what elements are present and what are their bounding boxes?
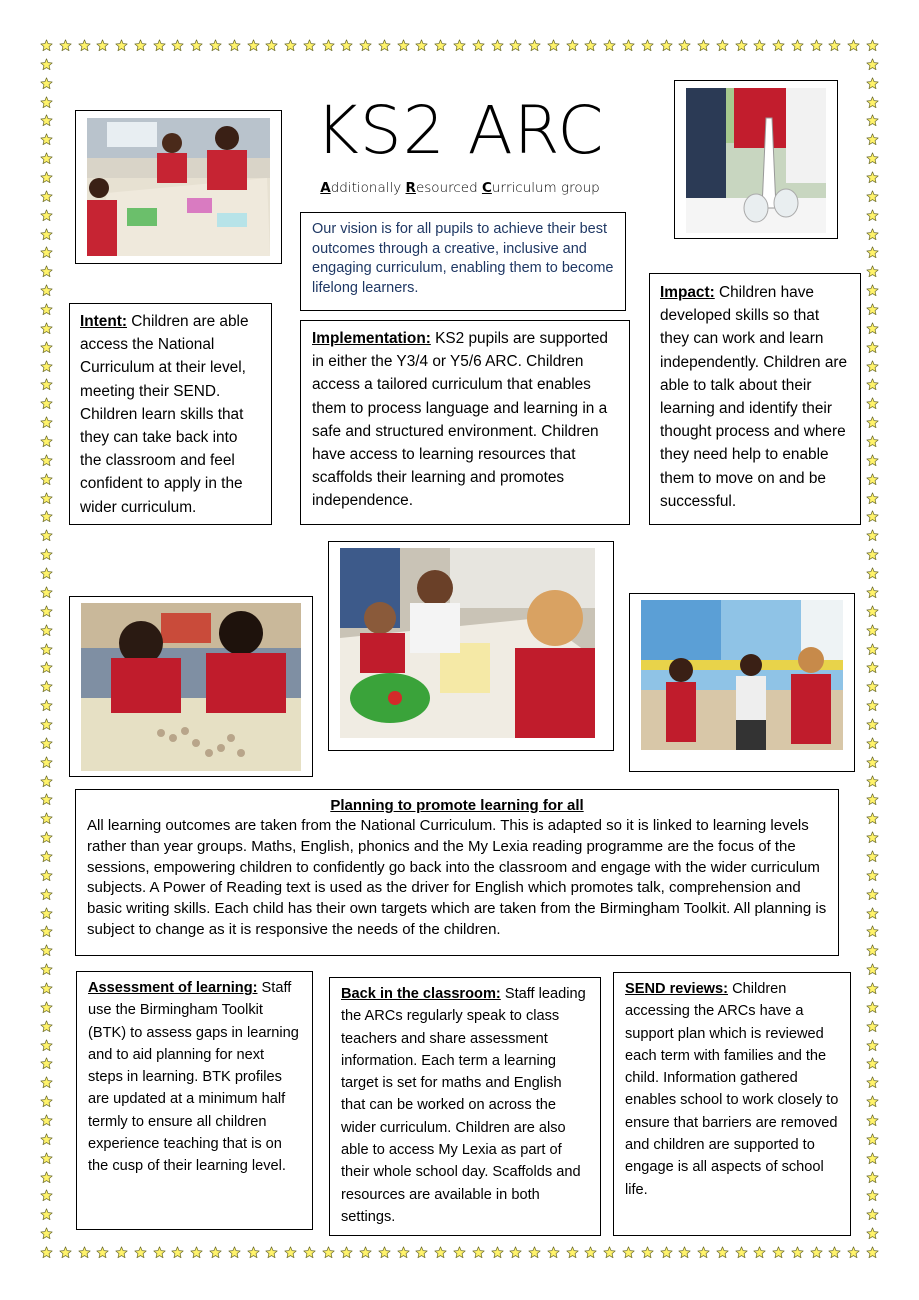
page-subtitle <box>300 180 620 196</box>
photo-coins <box>81 603 301 771</box>
star-icon <box>40 1057 53 1070</box>
photo-frame-rocket <box>674 80 838 239</box>
star-icon <box>491 39 504 52</box>
star-icon <box>866 1114 879 1127</box>
star-icon <box>40 737 53 750</box>
star-icon <box>397 39 410 52</box>
star-icon <box>40 284 53 297</box>
star-icon <box>584 1246 597 1259</box>
star-icon <box>40 190 53 203</box>
star-icon <box>866 812 879 825</box>
star-icon <box>40 378 53 391</box>
star-icon <box>866 1152 879 1165</box>
star-icon <box>866 718 879 731</box>
star-icon <box>40 963 53 976</box>
star-icon <box>866 775 879 788</box>
star-icon <box>866 605 879 618</box>
star-icon <box>566 39 579 52</box>
star-icon <box>340 39 353 52</box>
star-icon <box>866 133 879 146</box>
star-icon <box>753 39 766 52</box>
vision-box <box>300 212 626 311</box>
star-icon <box>40 152 53 165</box>
star-icon <box>40 831 53 844</box>
star-icon <box>247 1246 260 1259</box>
implementation-box <box>300 320 630 525</box>
star-icon <box>866 567 879 580</box>
star-icon <box>866 209 879 222</box>
star-icon <box>40 171 53 184</box>
intent-box <box>69 303 272 525</box>
star-icon <box>866 1171 879 1184</box>
star-icon <box>866 341 879 354</box>
star-icon <box>40 1039 53 1052</box>
star-icon <box>40 529 53 542</box>
star-icon <box>40 133 53 146</box>
star-icon <box>40 586 53 599</box>
star-icon <box>547 39 560 52</box>
star-icon <box>40 982 53 995</box>
star-icon <box>40 661 53 674</box>
star-icon <box>810 1246 823 1259</box>
star-icon <box>641 1246 654 1259</box>
star-icon <box>866 699 879 712</box>
star-icon <box>866 360 879 373</box>
star-icon <box>866 397 879 410</box>
star-icon <box>40 39 53 52</box>
star-icon <box>209 1246 222 1259</box>
star-icon <box>866 1227 879 1240</box>
star-icon <box>115 39 128 52</box>
star-icon <box>40 77 53 90</box>
star-icon <box>40 699 53 712</box>
star-icon <box>40 303 53 316</box>
star-icon <box>415 39 428 52</box>
star-icon <box>660 1246 673 1259</box>
star-icon <box>378 1246 391 1259</box>
back-in-classroom-text: Staff leading the ARCs regularly speak to class teachers and share assessment information. Each term a learning target is set for maths and English that can be worked on across the wider curriculum. Children are also able to access My Lexia as part of their whole school day. Scaffolds and resources are available in both settings. <box>341 986 586 1225</box>
star-icon <box>716 39 729 52</box>
star-icon <box>866 492 879 505</box>
star-icon <box>40 888 53 901</box>
photo-rocket <box>686 88 826 233</box>
implementation-text: KS2 pupils are supported in either the Y3/4 or Y5/6 ARC. Children access a tailored curriculum that enables them to process language and learning in a safe and structured environment. Children have access to learning resources that scaffolds their learning and promotes independence. <box>312 330 608 510</box>
star-icon <box>115 1246 128 1259</box>
star-icon <box>40 850 53 863</box>
star-icon <box>40 322 53 335</box>
star-icon <box>40 96 53 109</box>
star-icon <box>40 397 53 410</box>
star-icon <box>735 1246 748 1259</box>
star-icon <box>697 39 710 52</box>
star-icon <box>866 96 879 109</box>
subtitle-word-r: esourced <box>415 180 482 196</box>
star-icon <box>434 39 447 52</box>
star-icon <box>716 1246 729 1259</box>
star-icon <box>491 1246 504 1259</box>
star-icon <box>40 869 53 882</box>
star-icon <box>866 473 879 486</box>
photo-frame-painting <box>328 541 614 751</box>
star-icon <box>40 1020 53 1033</box>
star-icon <box>528 1246 541 1259</box>
subtitle-word-c: urriculum group <box>491 180 600 196</box>
star-icon <box>40 925 53 938</box>
star-icon <box>190 39 203 52</box>
intent-label: Intent: <box>80 313 128 330</box>
assessment-text: Staff use the Birmingham Toolkit (BTK) to assess gaps in learning and to aid planning for next steps in learning. BTK profiles are updated at a minimum half termly to ensure all children experience teaching that is on the cusp of their learning level. <box>88 980 299 1175</box>
star-icon <box>40 1152 53 1165</box>
star-icon <box>228 39 241 52</box>
star-icon <box>866 58 879 71</box>
star-icon <box>791 1246 804 1259</box>
star-icon <box>40 246 53 259</box>
back-in-classroom-box <box>329 977 601 1236</box>
star-icon <box>40 718 53 731</box>
star-icon <box>40 812 53 825</box>
star-icon <box>78 1246 91 1259</box>
star-icon <box>866 1246 879 1259</box>
star-icon <box>866 1001 879 1014</box>
star-icon <box>866 152 879 165</box>
subtitle-initial-r: R <box>405 180 416 196</box>
star-icon <box>171 39 184 52</box>
star-icon <box>866 510 879 523</box>
star-icon <box>847 1246 860 1259</box>
star-icon <box>866 1057 879 1070</box>
star-icon <box>96 1246 109 1259</box>
star-icon <box>415 1246 428 1259</box>
star-icon <box>866 586 879 599</box>
photo-frame-group-work <box>75 110 282 264</box>
star-icon <box>866 737 879 750</box>
star-icon <box>678 39 691 52</box>
star-icon <box>40 1001 53 1014</box>
star-icon <box>96 39 109 52</box>
subtitle-word-a: dditionally <box>330 180 406 196</box>
star-icon <box>660 39 673 52</box>
star-icon <box>622 1246 635 1259</box>
star-icon <box>40 944 53 957</box>
star-icon <box>153 39 166 52</box>
star-icon <box>866 850 879 863</box>
star-icon <box>40 775 53 788</box>
star-icon <box>40 567 53 580</box>
star-icon <box>866 303 879 316</box>
star-icon <box>603 39 616 52</box>
star-icon <box>40 1227 53 1240</box>
star-icon <box>847 39 860 52</box>
send-reviews-label: SEND reviews: <box>625 981 729 997</box>
star-icon <box>453 1246 466 1259</box>
star-icon <box>153 1246 166 1259</box>
star-icon <box>40 793 53 806</box>
star-icon <box>866 39 879 52</box>
star-icon <box>866 1133 879 1146</box>
star-icon <box>866 1076 879 1089</box>
page-title: KS2 ARC <box>315 92 605 169</box>
impact-text: Children have developed skills so that they can work and learn independently. Children are able to talk about their learning and identify their thought process and where they need help to enable them to move on and be successful. <box>660 284 848 510</box>
star-icon <box>40 435 53 448</box>
star-icon <box>40 1095 53 1108</box>
vision-text: Our vision is for all pupils to achieve their best outcomes through a creative, inclusive and engaging curriculum, enabling them to become lifelong learners. <box>312 221 614 296</box>
star-icon <box>810 39 823 52</box>
star-icon <box>40 605 53 618</box>
star-icon <box>40 454 53 467</box>
star-icon <box>791 39 804 52</box>
star-icon <box>584 39 597 52</box>
star-icon <box>40 114 53 127</box>
star-icon <box>866 171 879 184</box>
star-icon <box>866 77 879 90</box>
star-icon <box>40 548 53 561</box>
star-icon <box>828 39 841 52</box>
star-icon <box>303 1246 316 1259</box>
star-icon <box>866 265 879 278</box>
star-icon <box>40 643 53 656</box>
star-icon <box>772 39 785 52</box>
star-icon <box>866 416 879 429</box>
photo-frame-coins <box>69 596 313 777</box>
star-icon <box>866 869 879 882</box>
star-icon <box>59 39 72 52</box>
star-icon <box>866 982 879 995</box>
star-icon <box>753 1246 766 1259</box>
star-icon <box>40 1133 53 1146</box>
star-icon <box>322 1246 335 1259</box>
star-icon <box>866 643 879 656</box>
star-icon <box>866 756 879 769</box>
star-icon <box>284 1246 297 1259</box>
star-icon <box>397 1246 410 1259</box>
star-icon <box>509 1246 522 1259</box>
star-icon <box>40 265 53 278</box>
star-icon <box>40 1208 53 1221</box>
photo-group-work <box>87 118 270 256</box>
star-icon <box>697 1246 710 1259</box>
star-icon <box>171 1246 184 1259</box>
star-icon <box>40 58 53 71</box>
star-icon <box>866 1189 879 1202</box>
assessment-label: Assessment of learning: <box>88 980 258 996</box>
star-icon <box>866 322 879 335</box>
star-icon <box>472 39 485 52</box>
star-icon <box>866 888 879 901</box>
star-icon <box>866 114 879 127</box>
star-icon <box>40 473 53 486</box>
star-icon <box>40 1076 53 1089</box>
star-icon <box>40 907 53 920</box>
star-icon <box>40 209 53 222</box>
star-icon <box>40 492 53 505</box>
star-icon <box>509 39 522 52</box>
star-icon <box>866 963 879 976</box>
star-icon <box>866 944 879 957</box>
star-icon <box>453 39 466 52</box>
star-icon <box>472 1246 485 1259</box>
star-icon <box>40 1171 53 1184</box>
star-icon <box>359 39 372 52</box>
star-icon <box>866 529 879 542</box>
star-icon <box>866 378 879 391</box>
star-icon <box>265 1246 278 1259</box>
star-icon <box>40 510 53 523</box>
star-icon <box>866 1208 879 1221</box>
back-in-classroom-label: Back in the classroom: <box>341 986 501 1002</box>
star-icon <box>622 39 635 52</box>
star-icon <box>40 360 53 373</box>
star-icon <box>40 624 53 637</box>
planning-text: All learning outcomes are taken from the National Curriculum. This is adapted so it is linked to learning levels rather than year groups. Maths, English, phonics and the My Lexia reading programme are the focus of the sessions, empowering children to confidently go back into the classroom and engage with the wider curriculum subjects. A Power of Reading text is used as the driver for English which promotes talk, comprehension and basic writing skills. Each child has their own targets which are taken from the Birmingham Toolkit. All planning is subject to change as it is responsive the needs of the children. <box>87 817 827 938</box>
star-icon <box>528 39 541 52</box>
star-icon <box>59 1246 72 1259</box>
star-icon <box>378 39 391 52</box>
star-icon <box>866 925 879 938</box>
star-icon <box>359 1246 372 1259</box>
star-icon <box>547 1246 560 1259</box>
star-icon <box>40 680 53 693</box>
star-icon <box>603 1246 616 1259</box>
star-icon <box>866 246 879 259</box>
star-icon <box>678 1246 691 1259</box>
star-icon <box>322 39 335 52</box>
impact-box <box>649 273 861 525</box>
star-icon <box>40 1246 53 1259</box>
intent-text: Children are able access the National Curriculum at their level, meeting their SEND. Children learn skills that they can take back into the classroom and feel confident to apply in the wider curriculum. <box>80 313 249 516</box>
star-icon <box>828 1246 841 1259</box>
star-icon <box>228 1246 241 1259</box>
send-reviews-box <box>613 972 851 1236</box>
subtitle-initial-a: A <box>320 180 331 196</box>
star-icon <box>641 39 654 52</box>
star-icon <box>40 1189 53 1202</box>
star-icon <box>866 661 879 674</box>
star-icon <box>866 435 879 448</box>
planning-box <box>75 789 839 956</box>
star-icon <box>303 39 316 52</box>
star-icon <box>866 548 879 561</box>
photo-painting <box>340 548 595 738</box>
star-icon <box>866 680 879 693</box>
star-icon <box>434 1246 447 1259</box>
star-icon <box>134 39 147 52</box>
star-icon <box>134 1246 147 1259</box>
star-icon <box>190 1246 203 1259</box>
star-icon <box>772 1246 785 1259</box>
star-icon <box>566 1246 579 1259</box>
star-icon <box>40 1114 53 1127</box>
planning-heading: Planning to promote learning for all <box>330 797 584 814</box>
star-icon <box>40 341 53 354</box>
star-icon <box>866 190 879 203</box>
impact-label: Impact: <box>660 284 715 301</box>
star-icon <box>866 907 879 920</box>
star-icon <box>40 228 53 241</box>
send-reviews-text: Children accessing the ARCs have a support plan which is reviewed each term with families and the child. Information gathered enables school to work closely to ensure that barriers are removed and children are supported to engage is all aspects of school life. <box>625 981 839 1198</box>
star-icon <box>735 39 748 52</box>
star-icon <box>866 1020 879 1033</box>
star-icon <box>284 39 297 52</box>
star-icon <box>866 454 879 467</box>
subtitle-initial-c: C <box>481 180 492 196</box>
star-icon <box>78 39 91 52</box>
star-icon <box>40 416 53 429</box>
star-icon <box>866 831 879 844</box>
star-icon <box>866 284 879 297</box>
star-icon <box>340 1246 353 1259</box>
implementation-label: Implementation: <box>312 330 431 347</box>
star-icon <box>40 756 53 769</box>
star-icon <box>265 39 278 52</box>
star-icon <box>866 624 879 637</box>
assessment-box <box>76 971 313 1230</box>
star-icon <box>866 228 879 241</box>
star-icon <box>866 793 879 806</box>
star-icon <box>866 1039 879 1052</box>
star-icon <box>209 39 222 52</box>
photo-reading <box>641 600 843 750</box>
star-icon <box>247 39 260 52</box>
star-icon <box>866 1095 879 1108</box>
photo-frame-reading <box>629 593 855 772</box>
